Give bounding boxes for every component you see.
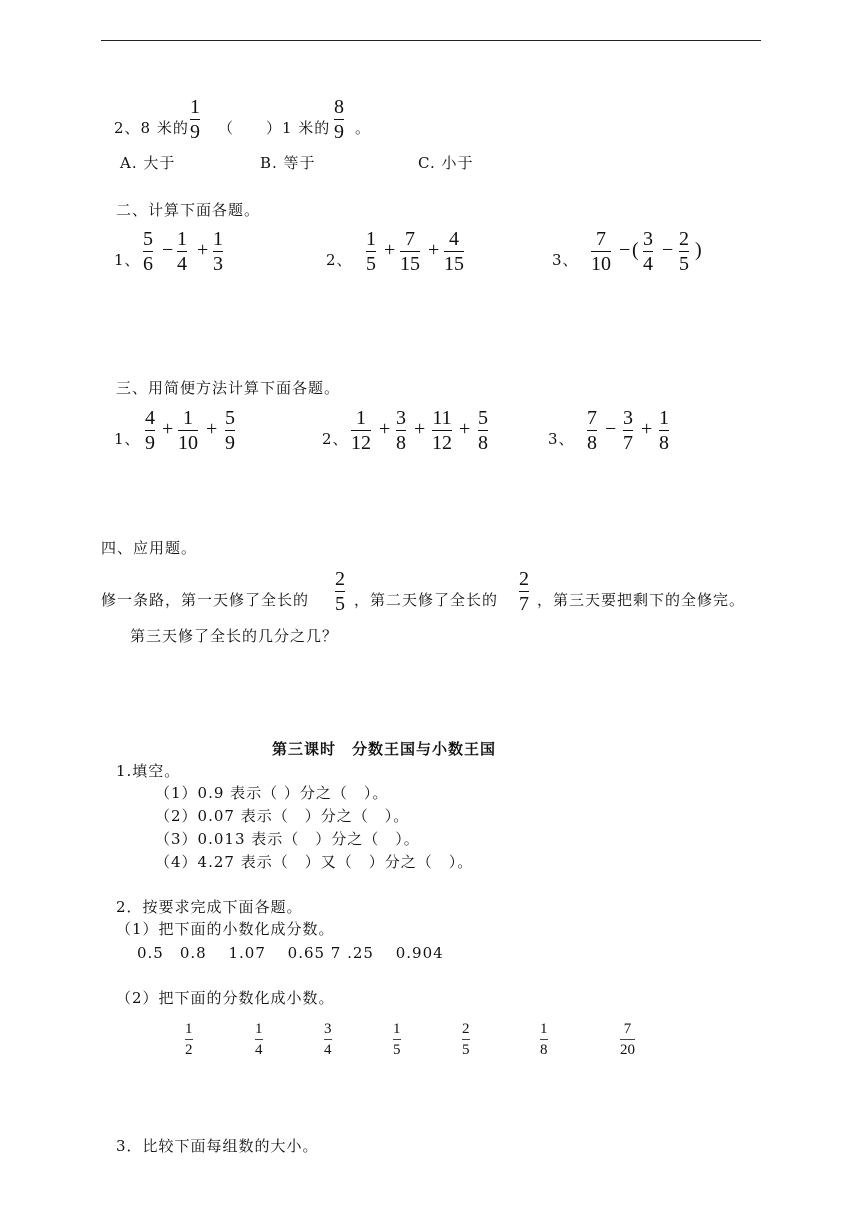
convert-sub-2: （2）把下面的分数化成小数。 bbox=[116, 989, 335, 1007]
s3-item-2-fraction-1: 1 12 bbox=[351, 407, 371, 454]
q2-prefix: 2、8 米的 bbox=[114, 119, 189, 137]
s2-item-2-fraction-1: 1 5 bbox=[366, 228, 376, 275]
operator: + bbox=[379, 418, 391, 440]
option-a: A. 大于 bbox=[120, 154, 176, 172]
operator: − bbox=[605, 418, 617, 440]
operator: + bbox=[162, 418, 174, 440]
convert-heading: 2．按要求完成下面各题。 bbox=[116, 898, 303, 916]
fraction-item: 1 2 bbox=[185, 1021, 193, 1058]
open-paren: ( bbox=[632, 239, 639, 261]
denominator: 9 bbox=[334, 121, 344, 143]
operator: + bbox=[641, 418, 653, 440]
s2-item-2-fraction-2: 7 15 bbox=[400, 228, 420, 275]
numerator: 8 bbox=[334, 96, 344, 118]
q2-middle: （ ）1 米的 bbox=[218, 119, 331, 137]
q2-fraction-2 bbox=[334, 96, 344, 143]
operator: + bbox=[414, 418, 426, 440]
fill-blank-line-2: （2）0.07 表示（ ）分之（ ）。 bbox=[155, 807, 410, 825]
operator: + bbox=[384, 239, 396, 261]
fraction-item: 3 4 bbox=[324, 1021, 332, 1058]
option-b: B. 等于 bbox=[260, 154, 316, 172]
operator: − bbox=[662, 239, 674, 261]
operator: − bbox=[619, 239, 631, 261]
section-4-heading: 四、应用题。 bbox=[101, 539, 198, 557]
s3-item-1-fraction-1: 4 9 bbox=[145, 407, 155, 454]
s2-item-1-fraction-2: 1 4 bbox=[177, 228, 187, 275]
s2-item-1-fraction-3: 1 3 bbox=[213, 228, 223, 275]
problem-text-2: ，第二天修了全长的 bbox=[354, 591, 499, 609]
s3-item-2-fraction-3: 11 12 bbox=[432, 407, 452, 454]
s3-item-1-fraction-2: 1 10 bbox=[178, 407, 198, 454]
problem-text-1: 修一条路，第一天修了全长的 bbox=[101, 591, 310, 609]
q2-fraction-1 bbox=[190, 96, 200, 143]
fraction-item: 7 20 bbox=[620, 1021, 635, 1058]
compare-heading: 3．比较下面每组数的大小。 bbox=[116, 1137, 319, 1155]
numerator: 1 bbox=[190, 96, 200, 118]
decimals-list: 0.5 0.8 1.07 0.65 7 .25 0.904 bbox=[137, 944, 444, 962]
problem-fraction-2: 2 7 bbox=[519, 568, 529, 615]
denominator: 9 bbox=[190, 121, 200, 143]
problem-fraction-1: 2 5 bbox=[335, 568, 345, 615]
operator: + bbox=[459, 418, 471, 440]
s2-item-3-label: 3、 bbox=[552, 251, 579, 269]
q2-suffix: 。 bbox=[355, 119, 372, 137]
fraction-item: 1 4 bbox=[255, 1021, 263, 1058]
s3-item-2-fraction-4: 5 8 bbox=[478, 407, 488, 454]
operator: + bbox=[197, 239, 209, 261]
s2-item-1-fraction-1: 5 6 bbox=[143, 228, 153, 275]
s3-item-2-fraction-2: 3 8 bbox=[396, 407, 406, 454]
s2-item-3-fraction-3: 2 5 bbox=[679, 228, 689, 275]
s3-item-3-fraction-2: 3 7 bbox=[623, 407, 633, 454]
fill-blank-heading: 1.填空。 bbox=[116, 762, 181, 780]
option-c: C. 小于 bbox=[418, 154, 474, 172]
s3-item-1-label: 1、 bbox=[114, 430, 141, 448]
s3-item-2-label: 2、 bbox=[322, 430, 349, 448]
s2-item-2-fraction-3: 4 15 bbox=[444, 228, 464, 275]
fill-blank-line-1: （1）0.9 表示（ ）分之（ ）。 bbox=[155, 784, 389, 802]
problem-question: 第三天修了全长的几分之几？ bbox=[130, 627, 339, 645]
convert-sub-1: （1）把下面的小数化成分数。 bbox=[116, 920, 335, 938]
fraction-item: 2 5 bbox=[462, 1021, 470, 1058]
s2-item-3-fraction-2: 3 4 bbox=[643, 228, 653, 275]
lesson-title: 第三课时 分数王国与小数王国 bbox=[272, 740, 497, 758]
operator: − bbox=[162, 239, 174, 261]
operator: + bbox=[428, 239, 440, 261]
header-rule bbox=[101, 40, 761, 41]
s2-item-3-fraction-1: 7 10 bbox=[591, 228, 611, 275]
s2-item-1-label: 1、 bbox=[114, 251, 141, 269]
close-paren: ) bbox=[695, 239, 702, 261]
operator: + bbox=[206, 418, 218, 440]
fraction-item: 1 8 bbox=[540, 1021, 548, 1058]
problem-text-3: ，第三天要把剩下的全修完。 bbox=[537, 591, 746, 609]
fraction-item: 1 5 bbox=[393, 1021, 401, 1058]
fill-blank-line-3: （3）0.013 表示（ ）分之（ ）。 bbox=[155, 830, 420, 848]
section-3-heading: 三、用简便方法计算下面各题。 bbox=[116, 379, 341, 397]
s3-item-3-fraction-3: 1 8 bbox=[659, 407, 669, 454]
section-2-heading: 二、计算下面各题。 bbox=[116, 201, 261, 219]
fill-blank-line-4: （4）4.27 表示（ ）又（ ）分之（ ）。 bbox=[155, 853, 474, 871]
s3-item-3-fraction-1: 7 8 bbox=[587, 407, 597, 454]
s3-item-3-label: 3、 bbox=[548, 430, 575, 448]
s2-item-2-label: 2、 bbox=[326, 251, 353, 269]
s3-item-1-fraction-3: 5 9 bbox=[225, 407, 235, 454]
